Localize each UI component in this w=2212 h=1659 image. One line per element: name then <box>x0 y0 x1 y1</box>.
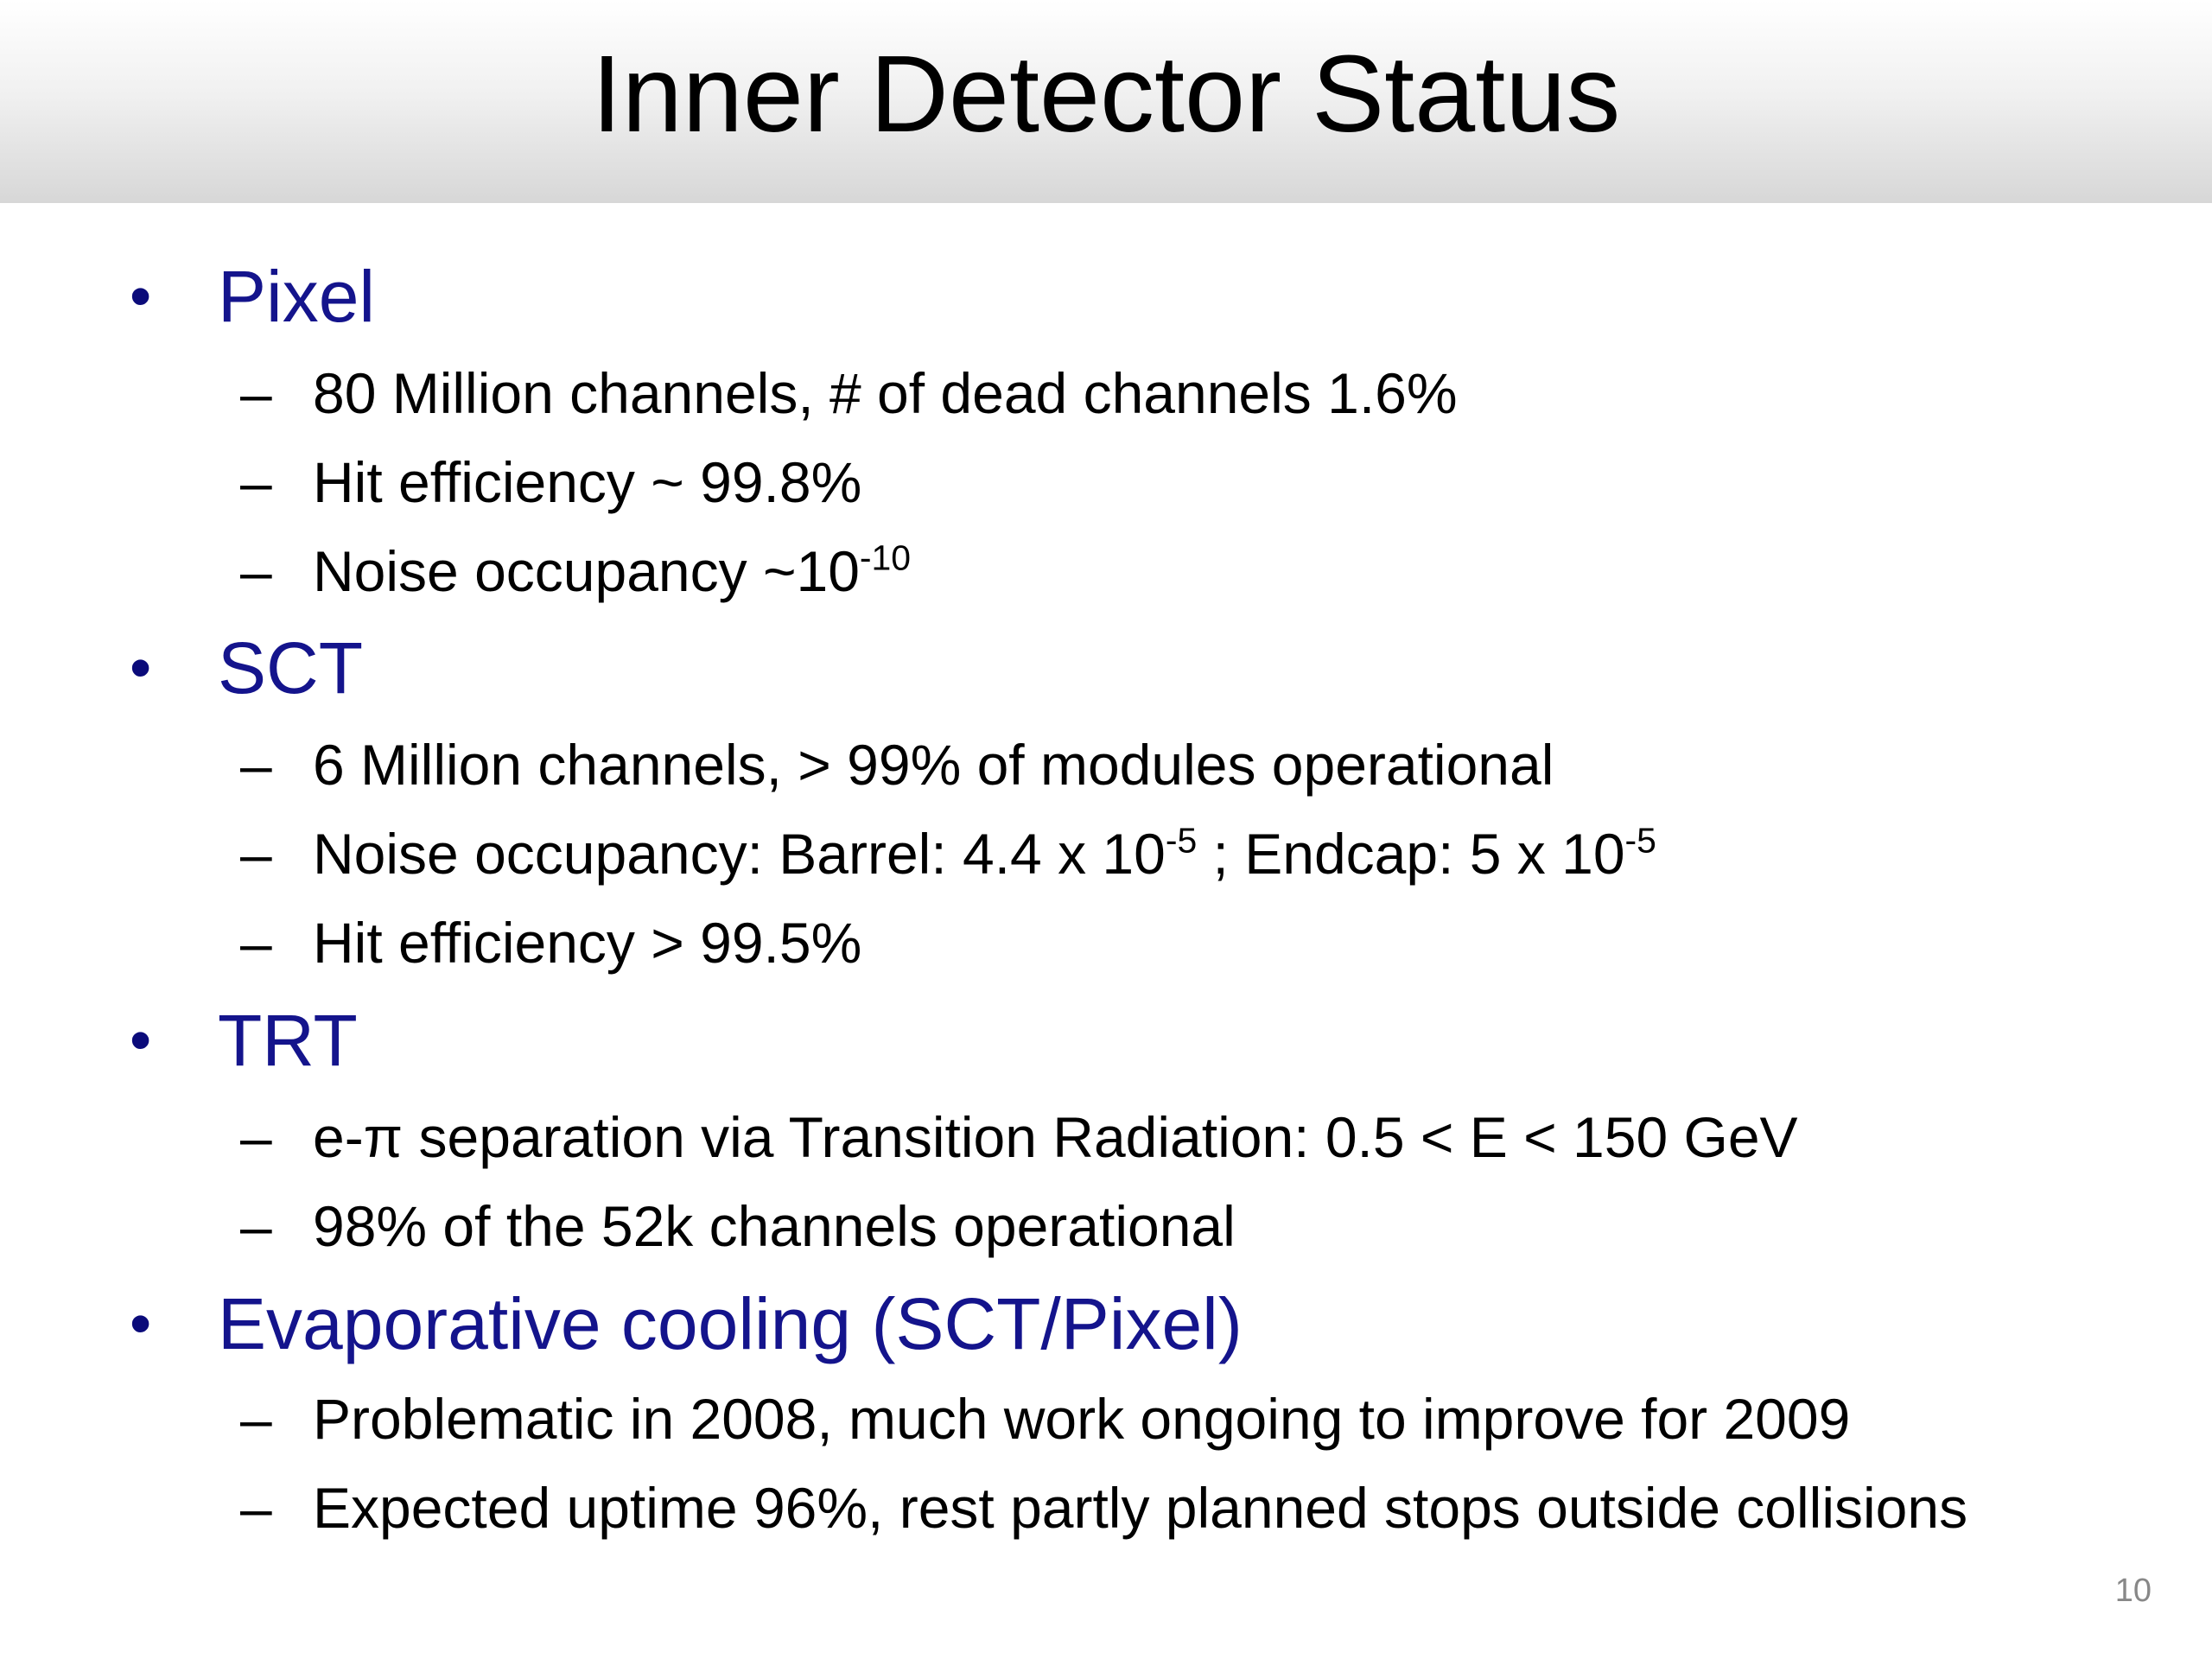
dash-icon: – <box>240 539 272 603</box>
dash-icon: – <box>240 822 272 886</box>
sub-bullet-text: Hit efficiency > 99.5% <box>313 911 862 975</box>
sub-bullet-text: Noise occupancy: Barrel: 4.4 x $10^{-5}$ ; Endcap: 5 x $10^{-5}$ <box>313 820 1656 886</box>
slide-title: Inner Detector Status <box>591 33 1621 155</box>
dash-icon: – <box>240 1105 272 1169</box>
bullet-dot-icon: • <box>130 1289 152 1358</box>
sub-bullet-text: Expected uptime 96%, rest partly planned stops outside collisions <box>313 1476 1968 1540</box>
page-number: 10 <box>2114 1573 2152 1609</box>
sub-bullet-text: 80 Million channels, # of dead channels 1.6% <box>313 361 1458 425</box>
dash-icon: – <box>240 733 272 797</box>
exponent: -10 <box>859 537 912 578</box>
exponent: -5 <box>1165 820 1198 861</box>
section-heading: Pixel <box>218 256 376 337</box>
sub-bullet-text: Noise occupancy $\sim 10^{-10}$ <box>313 537 912 603</box>
dash-icon: – <box>240 1194 272 1258</box>
bullet-dot-icon: • <box>130 262 152 331</box>
exponent: -5 <box>1624 820 1656 861</box>
dash-icon: – <box>240 450 272 514</box>
section-heading: Evaporative cooling (SCT/Pixel) <box>218 1283 1243 1364</box>
bullet-dot-icon: • <box>130 1006 152 1075</box>
sub-bullet-text: Hit efficiency ~ 99.8% <box>313 450 862 514</box>
sub-bullet-text: 6 Million channels, > 99% of modules operational <box>313 733 1554 797</box>
sub-bullet-text: e-π separation via Transition Radiation: 0.5 < E < 150 GeV <box>313 1105 1798 1169</box>
sub-bullet-text: Problematic in 2008, much work ongoing to improve for 2009 <box>313 1387 1851 1451</box>
sub-bullet-text: 98% of the 52k channels operational <box>313 1194 1236 1258</box>
dash-icon: – <box>240 1387 272 1451</box>
dash-icon: – <box>240 361 272 425</box>
bullet-dot-icon: • <box>130 633 152 702</box>
dash-icon: – <box>240 911 272 975</box>
section-heading: TRT <box>218 1000 358 1081</box>
section-heading: SCT <box>218 627 363 709</box>
dash-icon: – <box>240 1476 272 1540</box>
